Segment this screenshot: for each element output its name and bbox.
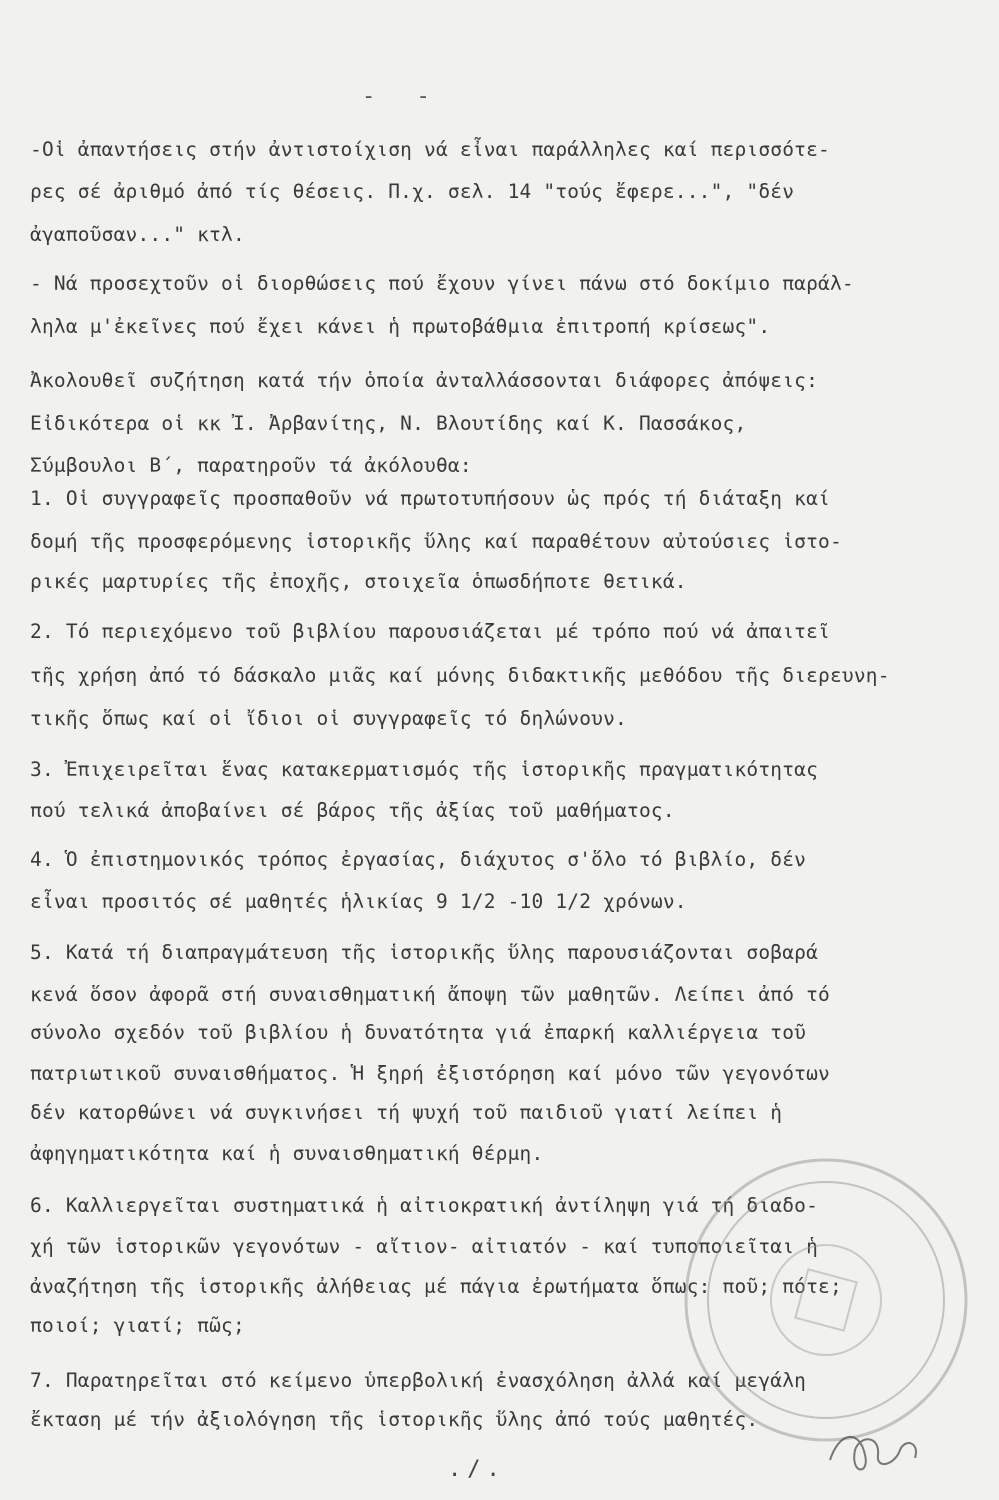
page-marker: - - [362,84,444,109]
text-line: 4. Ὁ ἐπιστημονικός τρόπος ἐργασίας, διάχυτος σ'ὅλο τό βιβλίο, δέν [30,848,807,871]
text-line: ληλα μ'ἐκεῖνες πού ἔχει κάνει ἡ πρωτοβάθμια ἐπιτροπή κρίσεως". [30,315,771,338]
text-line: Εἰδικότερα οἱ κκ Ἰ. Ἀρβανίτης, Ν. Βλουτίδης καί Κ. Πασσάκος, [30,412,747,435]
text-line: 2. Τό περιεχόμενο τοῦ βιβλίου παρουσιάζεται μέ τρόπο πού νά ἀπαιτεῖ [30,620,830,643]
text-line: 3. Ἐπιχειρεῖται ἕνας κατακερματισμός τῆς ἱστορικῆς πραγματικότητας [30,758,819,781]
text-line: ρες σέ ἀριθμό ἀπό τίς θέσεις. Π.χ. σελ. 14 "τούς ἔφερε...", "δέν [30,180,795,203]
text-line: δομή τῆς προσφερόμενης ἱστορικῆς ὕλης καί παραθέτουν αὐτούσιες ἱστο- [30,530,842,553]
text-line: -Οἱ ἀπαντήσεις στήν ἀντιστοίχιση νά εἶναι παράλληλες καί περισσότε- [30,138,830,161]
text-line: χή τῶν ἱστορικῶν γεγονότων - αἴτιον- αἰτιατόν - καί τυποποιεῖται ἡ [30,1235,819,1258]
text-line: σύνολο σχεδόν τοῦ βιβλίου ἡ δυνατότητα γιά ἐπαρκή καλλιέργεια τοῦ [30,1021,807,1044]
handwritten-signature-icon [820,1420,940,1480]
official-seal-icon [676,1150,976,1450]
text-line: 5. Κατά τή διαπραγμάτευση τῆς ἱστορικῆς ὕλης παρουσιάζονται σοβαρά [30,941,819,964]
text-line: τικῆς ὅπως καί οἱ ἴδιοι οἱ συγγραφεῖς τό δηλώνουν. [30,707,627,730]
text-line: δέν κατορθώνει νά συγκινήσει τή ψυχή τοῦ παιδιοῦ γιατί λείπει ἡ [30,1101,783,1124]
text-line: κενά ὅσον ἀφορᾶ στή συναισθηματική ἄποψη τῶν μαθητῶν. Λείπει ἀπό τό [30,983,830,1006]
text-line: ἀναζήτηση τῆς ἱστορικῆς ἀλήθειας μέ πάγια ἐρωτήματα ὅπως: ποῦ; πότε; [30,1275,842,1298]
text-line: εἶναι προσιτός σέ μαθητές ἡλικίας 9 1/2 -10 1/2 χρόνων. [30,890,687,913]
text-line: ἀγαποῦσαν..." κτλ. [30,223,245,246]
text-line: πού τελικά ἀποβαίνει σέ βάρος τῆς ἀξίας τοῦ μαθήματος. [30,799,675,822]
text-line: 1. Οἱ συγγραφεῖς προσπαθοῦν νά πρωτοτυπήσουν ὡς πρός τή διάταξη καί [30,487,830,510]
text-line: Σύμβουλοι Β΄, παρατηροῦν τά ἀκόλουθα: [30,454,472,477]
text-line: ρικές μαρτυρίες τῆς ἐποχῆς, στοιχεῖα ὁπωσδήποτε θετικά. [30,570,687,593]
text-line: τῆς χρήση ἀπό τό δάσκαλο μιᾶς καί μόνης διδακτικῆς μεθόδου τῆς διερευνη- [30,664,890,687]
text-line: πατριωτικοῦ συναισθήματος. Ἡ ξηρή ἐξιστόρηση καί μόνο τῶν γεγονότων [30,1062,830,1085]
text-line: 6. Καλλιεργεῖται συστηματικά ἡ αἰτιοκρατική ἀντίληψη γιά τή διαδο- [30,1194,819,1217]
text-line: ἀφηγηματικότητα καί ἡ συναισθηματική θέρμη. [30,1142,544,1165]
text-line: ἔκταση μέ τήν ἀξιολόγηση τῆς ἱστορικῆς ὕλης ἀπό τούς μαθητές. [30,1408,759,1431]
text-line: - Νά προσεχτοῦν οἱ διορθώσεις πού ἔχουν γίνει πάνω στό δοκίμιο παράλ- [30,272,854,295]
continuation-marker: ./. [448,1457,506,1482]
text-line: ποιοί; γιατί; πῶς; [30,1314,245,1337]
text-line: 7. Παρατηρεῖται στό κείμενο ὑπερβολική ἐνασχόληση ἀλλά καί μεγάλη [30,1369,807,1392]
text-line: Ἀκολουθεῖ συζήτηση κατά τήν ὁποία ἀνταλλάσσονται διάφορες ἀπόψεις: [30,369,819,392]
